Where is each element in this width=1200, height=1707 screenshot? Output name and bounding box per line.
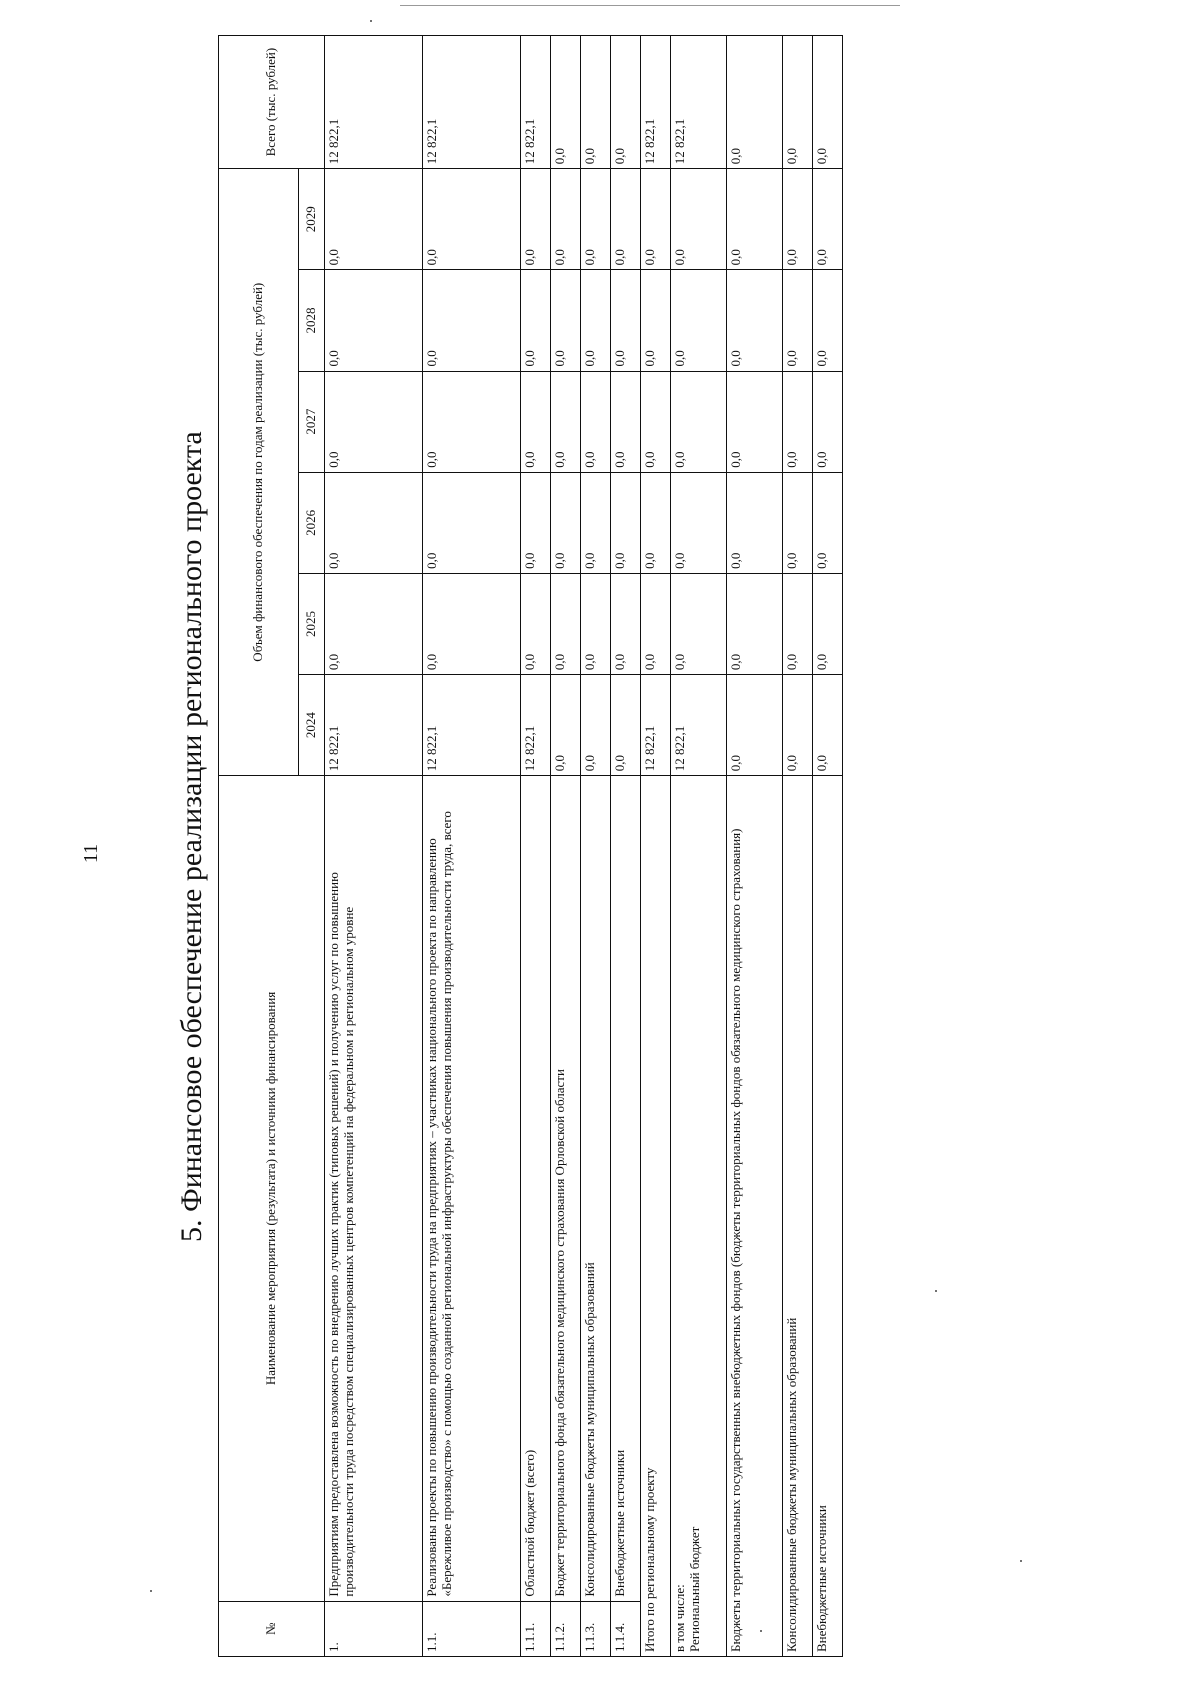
row-value: 0,0 (581, 270, 611, 371)
row-value: 12 822,1 (641, 675, 671, 776)
row-value: 0,0 (641, 169, 671, 270)
row-value: 0,0 (423, 169, 521, 270)
row-value: 0,0 (581, 371, 611, 472)
section-title: 5. Финансовое обеспечение реализации регионального проекта (175, 431, 208, 1242)
row-value: 0,0 (521, 270, 551, 371)
table-row (325, 36, 423, 1657)
row-value: 0,0 (551, 270, 581, 371)
including-label: в том числе: (672, 1584, 687, 1652)
row-value: 0,0 (521, 472, 551, 573)
row-value: 0,0 (813, 169, 843, 270)
total-row (671, 36, 727, 1657)
row-value: 0,0 (783, 371, 813, 472)
row-num: 1.1. (423, 1601, 521, 1656)
total-row (813, 36, 843, 1657)
table-row (521, 36, 551, 1657)
header-year: 2029 (299, 169, 325, 270)
row-num: 1.1.2. (551, 1601, 581, 1656)
table-row (581, 36, 611, 1657)
header-year: 2025 (299, 573, 325, 674)
row-value: 0,0 (671, 371, 727, 472)
row-value: 0,0 (611, 371, 641, 472)
row-num: 1.1.3. (581, 1601, 611, 1656)
total-row (727, 36, 783, 1657)
row-value: 0,0 (813, 573, 843, 674)
row-name: Консолидированные бюджеты муниципальных образований (581, 776, 611, 1601)
total-row-name: Итого по региональному проекту (641, 776, 671, 1657)
row-value: 0,0 (783, 169, 813, 270)
header-total: Всего (тыс. рублей) (219, 36, 325, 169)
row-value: 0,0 (611, 169, 641, 270)
row-value: 0,0 (641, 371, 671, 472)
row-value: 12 822,1 (521, 675, 551, 776)
row-name: Внебюджетные источники (611, 776, 641, 1601)
row-value: 12 822,1 (423, 675, 521, 776)
row-value: 0,0 (611, 675, 641, 776)
table-header-row (219, 36, 299, 1657)
row-name: Предприятиям предоставлена возможность по внедрению лучших практик (типовых решений) и получению услуг по повышению производительности труда посредством специализированных центров компетенций на федеральном и региональном уровне (325, 776, 423, 1601)
row-value: 0,0 (325, 371, 423, 472)
row-value: 0,0 (325, 169, 423, 270)
row-total: 0,0 (727, 36, 783, 169)
row-value: 0,0 (325, 472, 423, 573)
row-value: 0,0 (641, 573, 671, 674)
row-value: 0,0 (727, 472, 783, 573)
row-total: 12 822,1 (423, 36, 521, 169)
row-value: 0,0 (521, 169, 551, 270)
row-value: 0,0 (813, 675, 843, 776)
row-value: 0,0 (671, 472, 727, 573)
row-total: 12 822,1 (325, 36, 423, 169)
row-value: 0,0 (551, 371, 581, 472)
financing-table (218, 35, 843, 1657)
total-row-name: Консолидированные бюджеты муниципальных образований (783, 776, 813, 1657)
table-row (551, 36, 581, 1657)
row-value: 0,0 (325, 270, 423, 371)
row-name: Бюджет территориального фонда обязательного медицинского страхования Орловской области (551, 776, 581, 1601)
header-volume: Объем финансового обеспечения по годам реализации (тыс. рублей) (219, 169, 299, 776)
header-year: 2028 (299, 270, 325, 371)
row-value: 0,0 (813, 270, 843, 371)
table-row (611, 36, 641, 1657)
row-value: 0,0 (727, 371, 783, 472)
row-value: 0,0 (671, 573, 727, 674)
row-value: 0,0 (423, 573, 521, 674)
row-value: 0,0 (581, 675, 611, 776)
row-value: 0,0 (611, 472, 641, 573)
row-value: 0,0 (581, 472, 611, 573)
row-value: 0,0 (611, 573, 641, 674)
row-name: Реализованы проекты по повышению производительности труда на предприятиях – участниках национального проекта по направлению «Бережливое производство» с помощью созданной региональной инфраструктуры обеспечения повышения производительности труда, всего (423, 776, 521, 1601)
row-value: 0,0 (423, 472, 521, 573)
row-value: 0,0 (521, 371, 551, 472)
header-year: 2024 (299, 675, 325, 776)
row-value: 12 822,1 (325, 675, 423, 776)
row-total: 12 822,1 (671, 36, 727, 169)
row-value: 0,0 (671, 270, 727, 371)
row-total: 0,0 (783, 36, 813, 169)
total-row-name: Внебюджетные источники (813, 776, 843, 1657)
row-name: Областной бюджет (всего) (521, 776, 551, 1601)
row-num: 1. (325, 1601, 423, 1656)
row-num: 1.1.4. (611, 1601, 641, 1656)
row-value: 0,0 (423, 270, 521, 371)
row-value: 0,0 (727, 169, 783, 270)
row-total: 0,0 (581, 36, 611, 169)
header-name: Наименование мероприятия (результата) и источники финансирования (219, 776, 325, 1601)
row-total: 12 822,1 (641, 36, 671, 169)
header-year: 2027 (299, 371, 325, 472)
row-value: 0,0 (551, 472, 581, 573)
row-value: 0,0 (423, 371, 521, 472)
row-value: 0,0 (551, 675, 581, 776)
row-value: 0,0 (783, 472, 813, 573)
row-value: 0,0 (581, 169, 611, 270)
row-value: 0,0 (783, 675, 813, 776)
row-total: 0,0 (611, 36, 641, 169)
row-total: 0,0 (551, 36, 581, 169)
row-total: 0,0 (813, 36, 843, 169)
row-value: 0,0 (551, 169, 581, 270)
row-total: 12 822,1 (521, 36, 551, 169)
row-value: 0,0 (783, 573, 813, 674)
row-value: 0,0 (551, 573, 581, 674)
header-num: № (219, 1601, 325, 1656)
row-value: 0,0 (727, 270, 783, 371)
row-value: 0,0 (611, 270, 641, 371)
table-row (423, 36, 521, 1657)
row-value: 0,0 (325, 573, 423, 674)
row-value: 0,0 (783, 270, 813, 371)
row-value: 0,0 (727, 675, 783, 776)
row-num: 1.1.1. (521, 1601, 551, 1656)
row-value: 12 822,1 (671, 675, 727, 776)
total-row (641, 36, 671, 1657)
row-value: 0,0 (813, 371, 843, 472)
total-row-name (671, 776, 727, 1657)
page-number: 11 (80, 843, 103, 864)
row-value: 0,0 (813, 472, 843, 573)
total-row-name: Бюджеты территориальных государственных внебюджетных фондов (бюджеты территориальных фондов обязательного медицинского страхования) (727, 776, 783, 1657)
row-value: 0,0 (581, 573, 611, 674)
row-value: 0,0 (671, 169, 727, 270)
row-value: 0,0 (641, 472, 671, 573)
row-value: 0,0 (727, 573, 783, 674)
row-value: 0,0 (641, 270, 671, 371)
header-year: 2026 (299, 472, 325, 573)
row-value: 0,0 (521, 573, 551, 674)
total-row (783, 36, 813, 1657)
regional-budget-label: Региональный бюджет (686, 1526, 702, 1652)
